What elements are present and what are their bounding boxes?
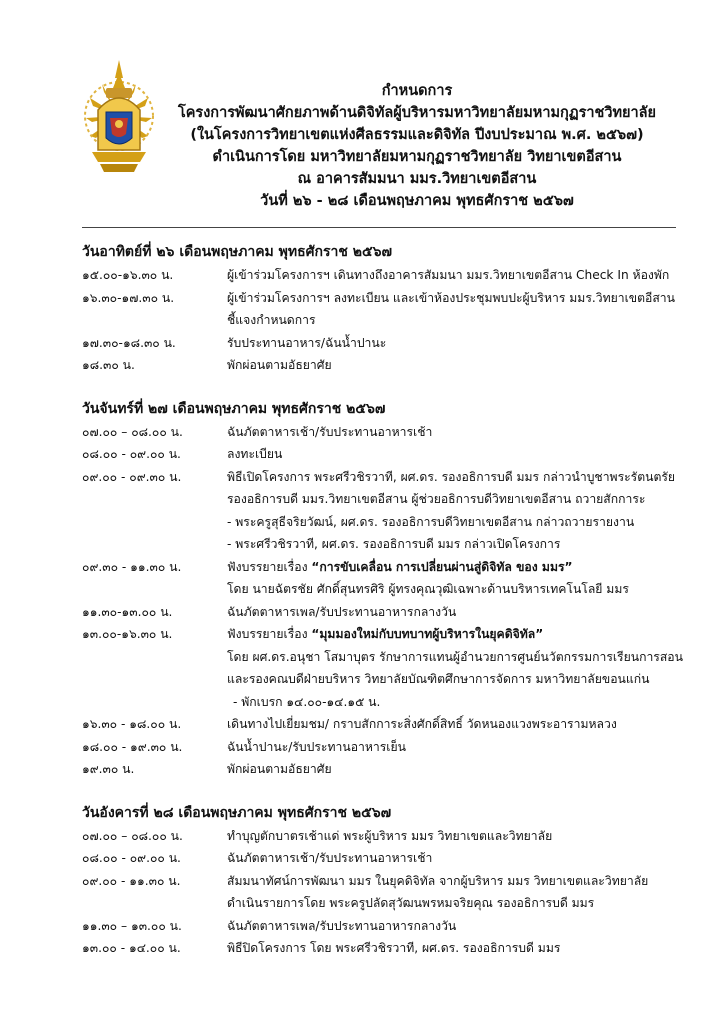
- item-description: พิธีปิดโครงการ โดย พระศรีวชิรวาที, ผศ.ดร. รองอธิการบดี มมร: [227, 941, 561, 955]
- item-time: ๑๖.๓๐ - ๑๘.๐๐ น.: [82, 717, 182, 731]
- item-description: พักผ่อนตามอัธยาศัย: [227, 358, 332, 372]
- emblem-base: [92, 152, 146, 162]
- item-time: ๐๗.๐๐ – ๐๘.๐๐ น.: [82, 424, 183, 439]
- lecture-line: [227, 623, 684, 646]
- day-title: วันอังคารที่ ๒๘ เดือนพฤษภาคม พุทธศักราช ๒๕๖๗: [82, 804, 392, 821]
- day-title: วันอาทิตย์ที่ ๒๖ เดือนพฤษภาคม พุทธศักราช ๒๕๖๗: [82, 244, 393, 260]
- item-subpoint: - พระศรีวชิรวาที, ผศ.ดร. รองอธิการบดี มมร กล่าวเปิดโครงการ: [227, 537, 561, 551]
- schedule-item: [82, 758, 684, 781]
- schedule-item: [82, 443, 684, 466]
- header-dates: วันที่ ๒๖ - ๒๘ เดือนพฤษภาคม พุทธศักราช ๒๕๖๗: [260, 193, 574, 209]
- schedule-item: [82, 713, 684, 736]
- item-time: ๑๙.๓๐ น.: [82, 762, 135, 776]
- item-description: ฉันภัตตาหารเช้า/รับประทานอาหารเช้า: [227, 424, 433, 439]
- schedule-item: [82, 736, 684, 759]
- item-subpoint: - พระครูสุธีจริยวัฒน์, ผศ.ดร. รองอธิการบดีวิทยาเขตอีสาน กล่าวถวายรายงาน: [227, 514, 635, 529]
- item-description: ฉันภัตตาหารเพล/รับประทานอาหารกลางวัน: [227, 918, 457, 933]
- schedule-item: [82, 556, 684, 601]
- university-emblem-logo: [78, 58, 160, 176]
- item-time: ๑๓.๐๐ - ๑๔.๐๐ น.: [82, 941, 181, 955]
- item-time: ๑๘.๓๐ น.: [82, 358, 135, 372]
- item-description: พักผ่อนตามอัธยาศัย: [227, 762, 332, 776]
- schedule-item: [82, 466, 684, 556]
- item-description: ฉันภัตตาหารเพล/รับประทานอาหารกลางวัน: [227, 604, 457, 619]
- item-description: ดำเนินรายการโดย พระครูปลัดสุวัฒนพรหมจริยคุณ รองอธิการบดี มมร: [227, 896, 595, 910]
- item-description: พิธีเปิดโครงการ พระศรีวชิรวาที, ผศ.ดร. รองอธิการบดี มมร กล่าวนำบูชาพระรัตนตรัย: [227, 469, 676, 484]
- day-title: วันจันทร์ที่ ๒๗ เดือนพฤษภาคม พุทธศักราช ๒๕๖๗: [82, 400, 386, 417]
- schedule-header: [150, 80, 684, 212]
- item-time: ๑๕.๐๐-๑๖.๓๐ น.: [82, 268, 174, 282]
- schedule-item: [82, 847, 684, 870]
- item-time: ๑๘.๐๐ - ๑๙.๓๐ น.: [82, 739, 183, 754]
- day-section: [82, 399, 684, 781]
- item-description: และรองคณบดีฝ่ายบริหาร วิทยาลัยบัณฑิตศึกษาการจัดการ มหาวิทยาลัยขอนแก่น: [227, 672, 650, 686]
- lecture-topic: “มุมมองใหม่กับบทบาทผู้บริหารในยุคดิจิทัล”: [311, 627, 544, 641]
- lecture-line: [227, 556, 684, 579]
- item-description: ชี้แจงกำหนดการ: [227, 313, 316, 327]
- item-time: ๐๗.๐๐ – ๐๘.๐๐ น.: [82, 828, 183, 843]
- item-time: ๑๖.๓๐-๑๗.๓๐ น.: [82, 290, 175, 305]
- item-description: รับประทานอาหาร/ฉันน้ำปานะ: [227, 335, 387, 350]
- lecture-lead: ฟังบรรยายเรื่อง: [227, 627, 312, 641]
- item-subpoint: - พักเบรก ๑๔.๐๐-๑๔.๑๕ น.: [233, 694, 381, 709]
- header-divider: [82, 227, 676, 228]
- schedule-item: [82, 332, 684, 355]
- item-description: ฉันน้ำปานะ/รับประทานอาหารเย็น: [227, 739, 406, 754]
- schedule-item: [82, 825, 684, 848]
- item-time: ๑๓.๐๐-๑๖.๓๐ น.: [82, 627, 173, 641]
- schedule-body: [82, 236, 684, 960]
- schedule-item: [82, 354, 684, 377]
- item-time: ๐๙.๐๐ - ๑๑.๓๐ น.: [82, 873, 181, 888]
- header-project-context: (ในโครงการวิทยาเขตแห่งศีลธรรมและดิจิทัล ปีงบประมาณ พ.ศ. ๒๕๖๗): [190, 127, 644, 143]
- schedule-item: [82, 421, 684, 444]
- header-project-name: โครงการพัฒนาศักยภาพด้านดิจิทัลผู้บริหารมหาวิทยาลัยมหามกุฏราชวิทยาลัย: [177, 105, 657, 121]
- item-description: ผู้เข้าร่วมโครงการฯ ลงทะเบียน และเข้าห้องประชุมพบปะผู้บริหาร มมร.วิทยาเขตอีสาน: [227, 290, 675, 305]
- schedule-item: [82, 623, 684, 713]
- schedule-item: [82, 915, 684, 938]
- schedule-item: [82, 870, 684, 915]
- item-time: ๑๑.๓๐-๑๓.๐๐ น.: [82, 604, 173, 619]
- item-time: ๐๙.๓๐ - ๑๑.๓๐ น.: [82, 559, 182, 574]
- item-time: ๐๘.๐๐ - ๐๙.๐๐ น.: [82, 447, 181, 461]
- schedule-item: [82, 287, 684, 332]
- item-time: ๑๑.๓๐ – ๑๓.๐๐ น.: [82, 918, 182, 933]
- schedule-item: [82, 937, 684, 960]
- header-organizer: ดำเนินการโดย มหาวิทยาลัยมหามกุฏราชวิทยาลัย วิทยาเขตอีสาน: [212, 149, 622, 165]
- item-time: ๐๙.๐๐ - ๐๙.๓๐ น.: [82, 469, 182, 484]
- item-description: รองอธิการบดี มมร.วิทยาเขตอีสาน ผู้ช่วยอธิการบดีวิทยาเขตอีสาน ถวายสักการะ: [227, 492, 646, 506]
- day-section: [82, 242, 684, 377]
- item-description: ฉันภัตตาหารเช้า/รับประทานอาหารเช้า: [227, 851, 433, 865]
- item-time: ๑๗.๓๐-๑๘.๓๐ น.: [82, 335, 176, 350]
- item-description: โดย ผศ.ดร.อนุชา โสมาบุตร รักษาการแทนผู้อำนวยการศูนย์นวัตกรรมการเรียนการสอน: [227, 649, 683, 664]
- header-title: กำหนดการ: [381, 83, 453, 99]
- item-description: โดย นายฉัตรชัย ศักดิ์สุนทรศิริ ผู้ทรงคุณวุฒิเฉพาะด้านบริหารเทคโนโลยี มมร: [227, 582, 629, 596]
- day-section: [82, 803, 684, 960]
- item-time: ๐๘.๐๐ - ๐๙.๐๐ น.: [82, 851, 181, 865]
- item-description: สัมมนาทัศน์การพัฒนา มมร ในยุคดิจิทัล จากผู้บริหาร มมร วิทยาเขตและวิทยาลัย: [227, 873, 649, 888]
- schedule-item: [82, 264, 684, 287]
- header-venue: ณ อาคารสัมมนา มมร.วิทยาเขตอีสาน: [297, 171, 537, 187]
- item-description: ผู้เข้าร่วมโครงการฯ เดินทางถึงอาคารสัมมนา มมร.วิทยาเขตอีสาน Check In ห้องพัก: [227, 268, 670, 282]
- item-description: ลงทะเบียน: [227, 447, 283, 461]
- item-description: เดินทางไปเยี่ยมชม/ กราบสักการะสิ่งศักดิ์สิทธิ์ วัดหนองแวงพระอารามหลวง: [227, 717, 617, 731]
- item-description: ทำบุญตักบาตรเช้าแด่ พระผู้บริหาร มมร วิทยาเขตและวิทยาลัย: [227, 828, 553, 843]
- schedule-item: [82, 601, 684, 624]
- lecture-lead: ฟังบรรยายเรื่อง: [227, 559, 312, 574]
- emblem-spire: [113, 60, 125, 88]
- lecture-topic: “การขับเคลื่อน การเปลี่ยนผ่านสู่ดิจิทัล ของ มมร”: [311, 559, 573, 574]
